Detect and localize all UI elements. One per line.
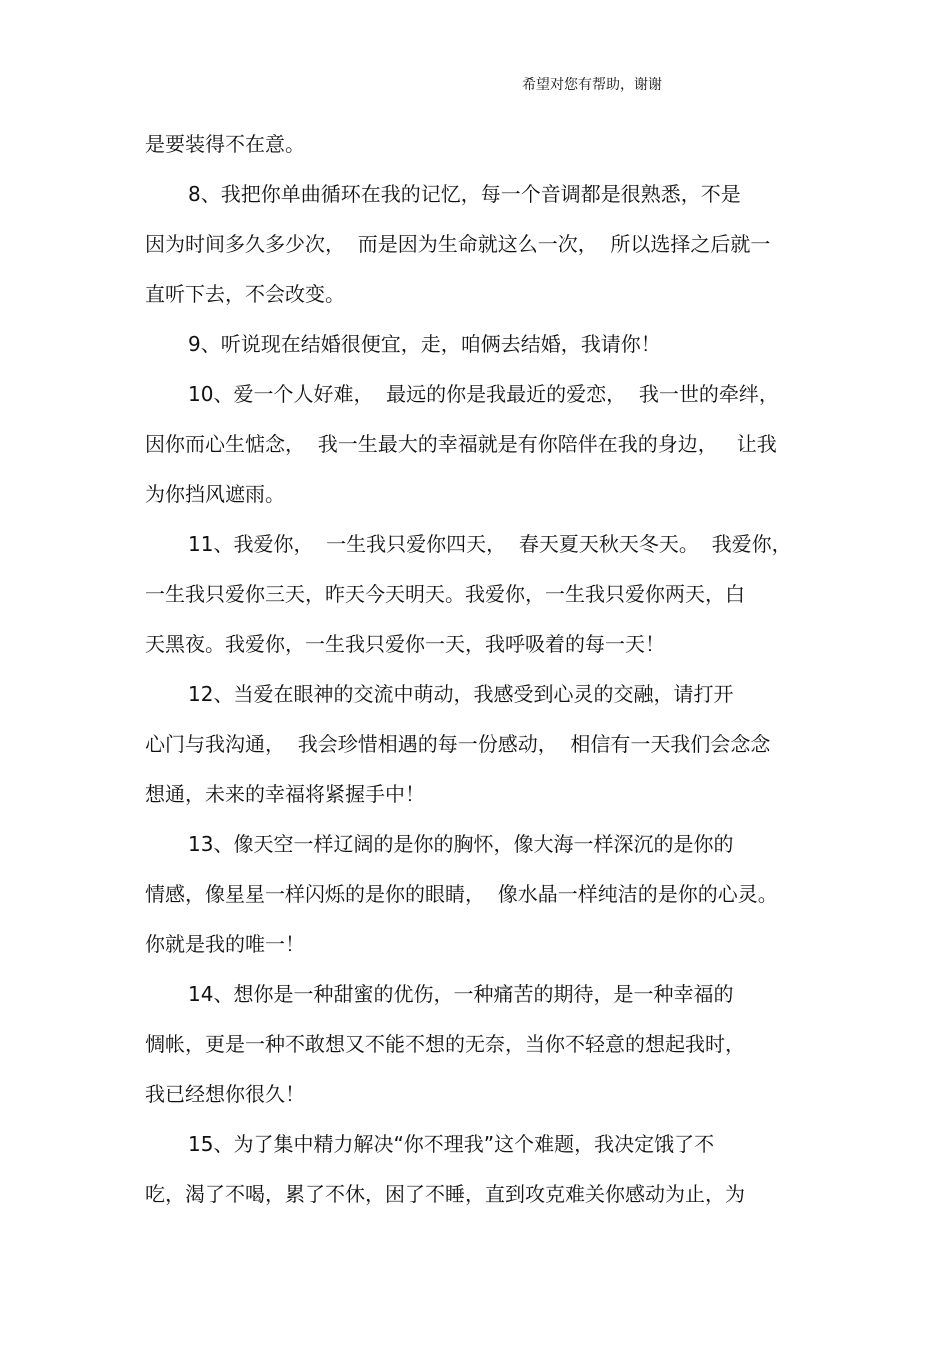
text-line: 你就是我的唯一！ — [145, 932, 305, 956]
text-line: 直听下去，不会改变。 — [145, 282, 345, 306]
text-line: 是要装得不在意。 — [145, 132, 305, 156]
text-line: 想通，未来的幸福将紧握手中！ — [145, 782, 425, 806]
text-line: 9、听说现在结婚很便宜，走，咱俩去结婚，我请你！ — [188, 332, 661, 356]
text-line: 我已经想你很久！ — [145, 1082, 305, 1106]
text-line: 13、像天空一样辽阔的是你的胸怀，像大海一样深沉的是你的 — [188, 832, 734, 856]
text-line: 因为时间多久多少次， 而是因为生命就这么一次， 所以选择之后就一 — [145, 232, 771, 256]
text-line: 10、爱一个人好难， 最远的你是我最近的爱恋， 我一世的牵绊， — [188, 382, 779, 406]
text-line: 11、我爱你， 一生我只爱你四天， 春天夏天秋天冬天。 我爱你， — [188, 532, 792, 556]
text-line: 心门与我沟通， 我会珍惜相遇的每一份感动， 相信有一天我们会念念 — [145, 732, 771, 756]
text-line: 12、当爱在眼神的交流中萌动，我感受到心灵的交融，请打开 — [188, 682, 734, 706]
text-line: 情感，像星星一样闪烁的是你的眼睛， 像水晶一样纯洁的是你的心灵。 — [145, 882, 778, 906]
text-line: 惆帐，更是一种不敢想又不能不想的无奈，当你不轻意的想起我时， — [145, 1032, 745, 1056]
text-line: 吃，渴了不喝，累了不休，困了不睡，直到攻克难关你感动为止，为 — [145, 1182, 745, 1206]
text-line: 一生我只爱你三天，昨天今天明天。我爱你，一生我只爱你两天，白 — [145, 582, 745, 606]
text-line: 8、我把你单曲循环在我的记忆，每一个音调都是很熟悉，不是 — [188, 182, 741, 206]
text-line: 为你挡风遮雨。 — [145, 482, 285, 506]
page-header-note: 希望对您有帮助，谢谢 — [522, 77, 662, 93]
text-line: 15、为了集中精力解决“你不理我”这个难题，我决定饿了不 — [188, 1132, 715, 1156]
text-line: 因你而心生惦念， 我一生最大的幸福就是有你陪伴在我的身边， 让我 — [145, 432, 777, 456]
text-line: 天黑夜。我爱你，一生我只爱你一天，我呼吸着的每一天！ — [145, 632, 665, 656]
text-line: 14、想你是一种甜蜜的优伤，一种痛苦的期待，是一种幸福的 — [188, 982, 734, 1006]
